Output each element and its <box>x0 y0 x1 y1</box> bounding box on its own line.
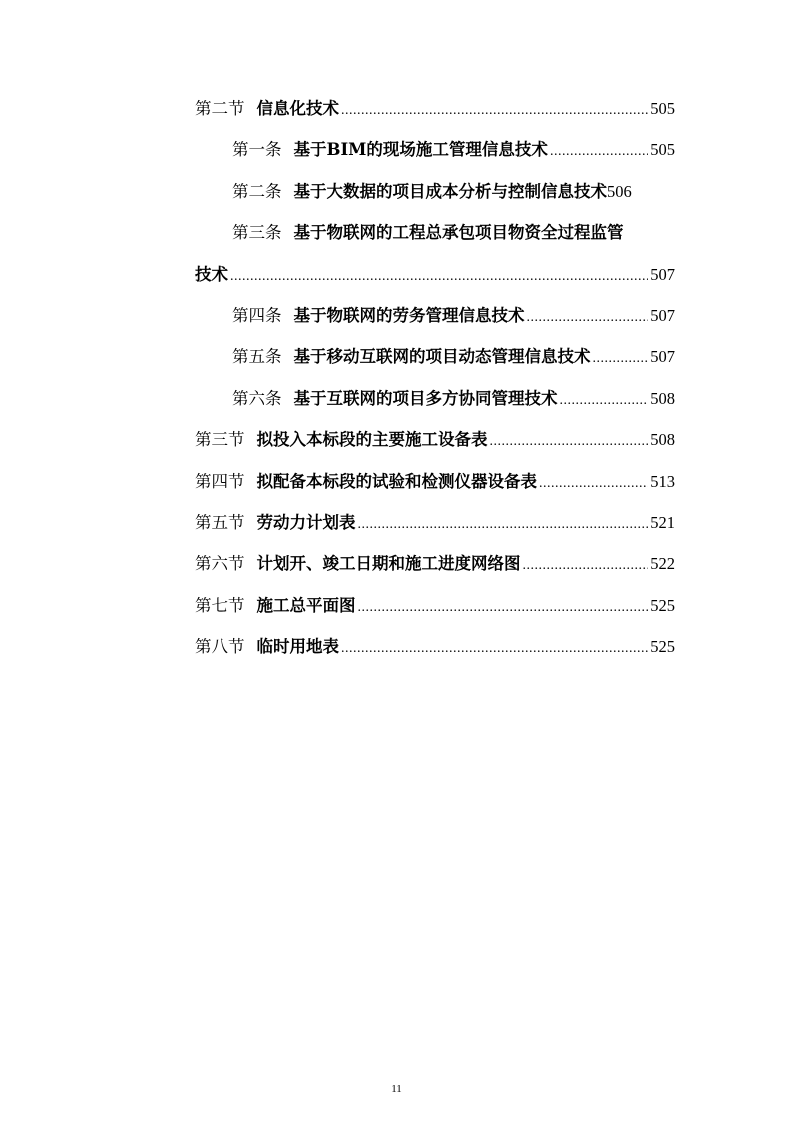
toc-entry-page: 522 <box>650 554 675 574</box>
toc-entry-page: 507 <box>650 305 675 325</box>
toc-entry-title: 基于移动互联网的项目动态管理信息技术 <box>293 347 591 367</box>
dot-leader <box>539 470 648 498</box>
toc-entry-prefix: 第五条 <box>232 347 282 367</box>
dot-leader <box>358 594 649 622</box>
toc-entry-prefix: 第八节 <box>195 637 245 657</box>
toc-entry-title: 劳动力计划表 <box>256 512 356 532</box>
toc-entry-section-2[interactable] <box>195 95 675 136</box>
toc-entry-title: 基于互联网的项目多方协同管理技术 <box>293 388 558 408</box>
dot-leader <box>230 263 648 291</box>
toc-entry-article-2[interactable] <box>195 178 675 219</box>
toc-entry-section-5[interactable] <box>195 509 675 550</box>
toc-entry-page: 521 <box>650 512 675 532</box>
toc-entry-page: 505 <box>650 99 675 118</box>
toc-entry-title: 基于大数据的项目成本分析与控制信息技术 <box>293 181 607 201</box>
dot-leader <box>550 138 648 166</box>
toc-entry-title-continuation: 技术 <box>195 264 228 284</box>
toc-entry-title: 信息化技术 <box>256 99 339 118</box>
toc-entry-title: 施工总平面图 <box>256 595 356 615</box>
toc-entry-page: 508 <box>650 388 675 408</box>
toc-entry-page: 505 <box>650 140 675 160</box>
toc-entry-page: 513 <box>650 471 675 491</box>
page-number: 11 <box>391 1083 402 1095</box>
toc-entry-title: 临时用地表 <box>256 637 339 657</box>
dot-leader <box>560 387 649 415</box>
dot-leader <box>358 511 649 539</box>
toc-entry-section-3[interactable] <box>195 426 675 467</box>
dot-leader <box>341 635 648 663</box>
toc-entry-article-3-continuation[interactable] <box>195 261 675 302</box>
toc-entry-article-5[interactable] <box>195 343 675 384</box>
dot-leader <box>593 345 649 373</box>
toc-entry-section-4[interactable] <box>195 468 675 509</box>
toc-entry-section-7[interactable] <box>195 592 675 633</box>
toc-entry-page: 507 <box>650 264 675 284</box>
toc-entry-article-6[interactable] <box>195 385 675 426</box>
toc-entry-prefix: 第三节 <box>195 430 245 450</box>
toc-entry-title: 基于物联网的工程总承包项目物资全过程监管 <box>293 223 624 243</box>
toc-entry-prefix: 第三条 <box>232 223 282 243</box>
toc-entry-prefix: 第一条 <box>232 140 282 160</box>
toc-entry-prefix: 第二条 <box>232 181 282 201</box>
toc-entry-prefix: 第七节 <box>195 595 245 615</box>
toc-entry-page: 525 <box>650 637 675 657</box>
toc-entry-title: 拟配备本标段的试验和检测仪器设备表 <box>256 471 537 491</box>
toc-entry-page: 507 <box>650 347 675 367</box>
toc-entry-prefix: 第四节 <box>195 471 245 491</box>
toc-entry-prefix: 第六节 <box>195 554 245 574</box>
dot-leader <box>490 428 649 456</box>
toc-entry-page: 506 <box>607 181 632 201</box>
toc-entry-title: 基于物联网的劳务管理信息技术 <box>293 305 525 325</box>
toc-entry-prefix: 第二节 <box>195 99 245 118</box>
toc-entry-prefix: 第四条 <box>232 305 282 325</box>
toc-entry-page: 525 <box>650 595 675 615</box>
toc-entry-page: 508 <box>650 430 675 450</box>
dot-leader <box>341 97 648 125</box>
toc-entry-section-6[interactable] <box>195 550 675 591</box>
toc-entry-prefix: 第六条 <box>232 388 282 408</box>
toc-entry-title: 拟投入本标段的主要施工设备表 <box>256 430 488 450</box>
toc-entry-title: 计划开、竣工日期和施工进度网络图 <box>256 554 521 574</box>
toc-entry-prefix: 第五节 <box>195 512 245 532</box>
toc-entry-section-8[interactable] <box>195 633 675 674</box>
toc-entry-article-1[interactable] <box>195 136 675 177</box>
toc-entry-article-3[interactable] <box>195 219 675 260</box>
toc-entry-article-4[interactable] <box>195 302 675 343</box>
toc-entry-title: 基于BIM的现场施工管理信息技术 <box>293 140 548 160</box>
dot-leader <box>523 552 649 580</box>
table-of-contents <box>195 95 675 674</box>
dot-leader <box>527 304 649 332</box>
